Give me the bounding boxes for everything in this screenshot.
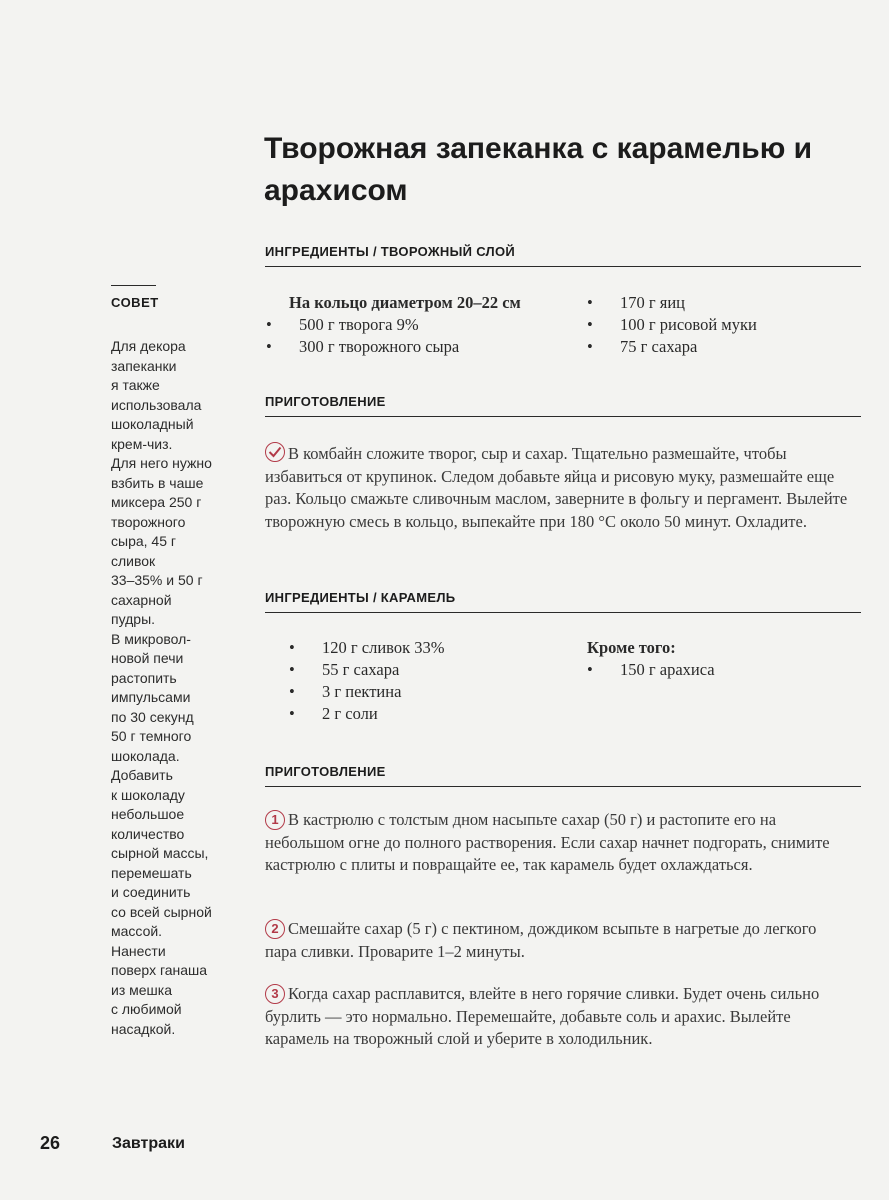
sidebar-title: СОВЕТ [111,295,159,310]
step-text: В кастрюлю с толстым дном насыпьте сахар (50 г) и растопите его на небольшом огне до полного растворения. Если сахар начнет подгорать, снимите кастрюлю с плиты и повращайте ее, так карамель будет охлаждаться. [265,810,830,874]
prep-curd-text: В комбайн сложите творог, сыр и сахар. Тщательно размешайте, чтобы избавиться от крупинок. Следом добавьте яйца и рисовую муку, размешайте еще раз. Кольцо смажьте сливочным маслом, заверните в фольгу и пергамент. Вылейте творожную смесь в кольцо, выпекайте при 180 °С около 50 минут. Охладите. [265,444,848,531]
ingredient-item: • 150 г арахиса [587,659,857,681]
prep-curd-step [265,442,855,533]
section-heading-prep-caramel: ПРИГОТОВЛЕНИЕ [265,761,861,787]
ingredient-item: • 75 г сахара [587,336,857,358]
ingredient-item: • 120 г сливок 33% [289,637,579,659]
section-heading-ingredients-caramel: ИНГРЕДИЕНТЫ / КАРАМЕЛЬ [265,587,861,613]
ingredient-item: • 500 г творога 9% [266,314,579,336]
ingredients-curd-right [587,292,857,358]
ring-size-note: На кольцо диаметром 20–22 см [289,293,521,312]
step-number-1-icon: 1 [265,810,285,830]
ingredient-item: • 2 г соли [289,703,579,725]
prep-caramel-step-2 [265,918,825,963]
step-text: Когда сахар расплавится, влейте в него горячие сливки. Будет очень сильно бурлить — это нормально. Перемешайте, добавьте соль и арахис. Вылейте карамель на творожный слой и уберите в холодильник. [265,984,820,1048]
step-number-3-icon: 3 [265,984,285,1004]
prep-caramel-step-1 [265,809,855,877]
sidebar-divider [111,285,156,286]
ingredients-caramel-left [289,637,579,725]
sidebar-tip-text: Для декора запеканки я также использовала шоколадный крем-чиз. Для него нужно взбить в чаше миксера 250 г творожного сыра, 45 г сливок 33–35% и 50 г сахарной пудры. В микровол- новой печи растопить импульсами по 30 секунд 50 г темного шоколада. Добавить к шоколаду небольшое количество сырной массы, перемешать и соединить со всей сырной массой. Нанести поверх ганаша из мешка с любимой насадкой. [111,338,212,1037]
ingredient-item: • 300 г творожного сыра [266,336,579,358]
prep-caramel-step-3 [265,983,855,1051]
additionally-label: Кроме того: [587,638,676,657]
section-heading-ingredients-curd: ИНГРЕДИЕНТЫ / ТВОРОЖНЫЙ СЛОЙ [265,241,861,267]
recipe-title: Творожная запеканка с карамелью и арахисом [264,132,813,207]
ingredients-curd-left [289,292,579,358]
page-number: 26 [40,1133,61,1153]
ingredient-item: • 3 г пектина [289,681,579,703]
step-number-2-icon: 2 [265,919,285,939]
ingredient-item: • 170 г яиц [587,292,857,314]
ingredient-item: • 100 г рисовой муки [587,314,857,336]
chapter-name: Завтраки [112,1135,185,1152]
ingredients-caramel-right [587,637,857,681]
ingredient-item: • 55 г сахара [289,659,579,681]
check-circle-icon [265,442,285,462]
section-heading-prep-curd: ПРИГОТОВЛЕНИЕ [265,391,861,417]
step-text: Смешайте сахар (5 г) с пектином, дождиком всыпьте в нагретые до легкого пара сливки. Проварите 1–2 минуты. [265,919,817,961]
